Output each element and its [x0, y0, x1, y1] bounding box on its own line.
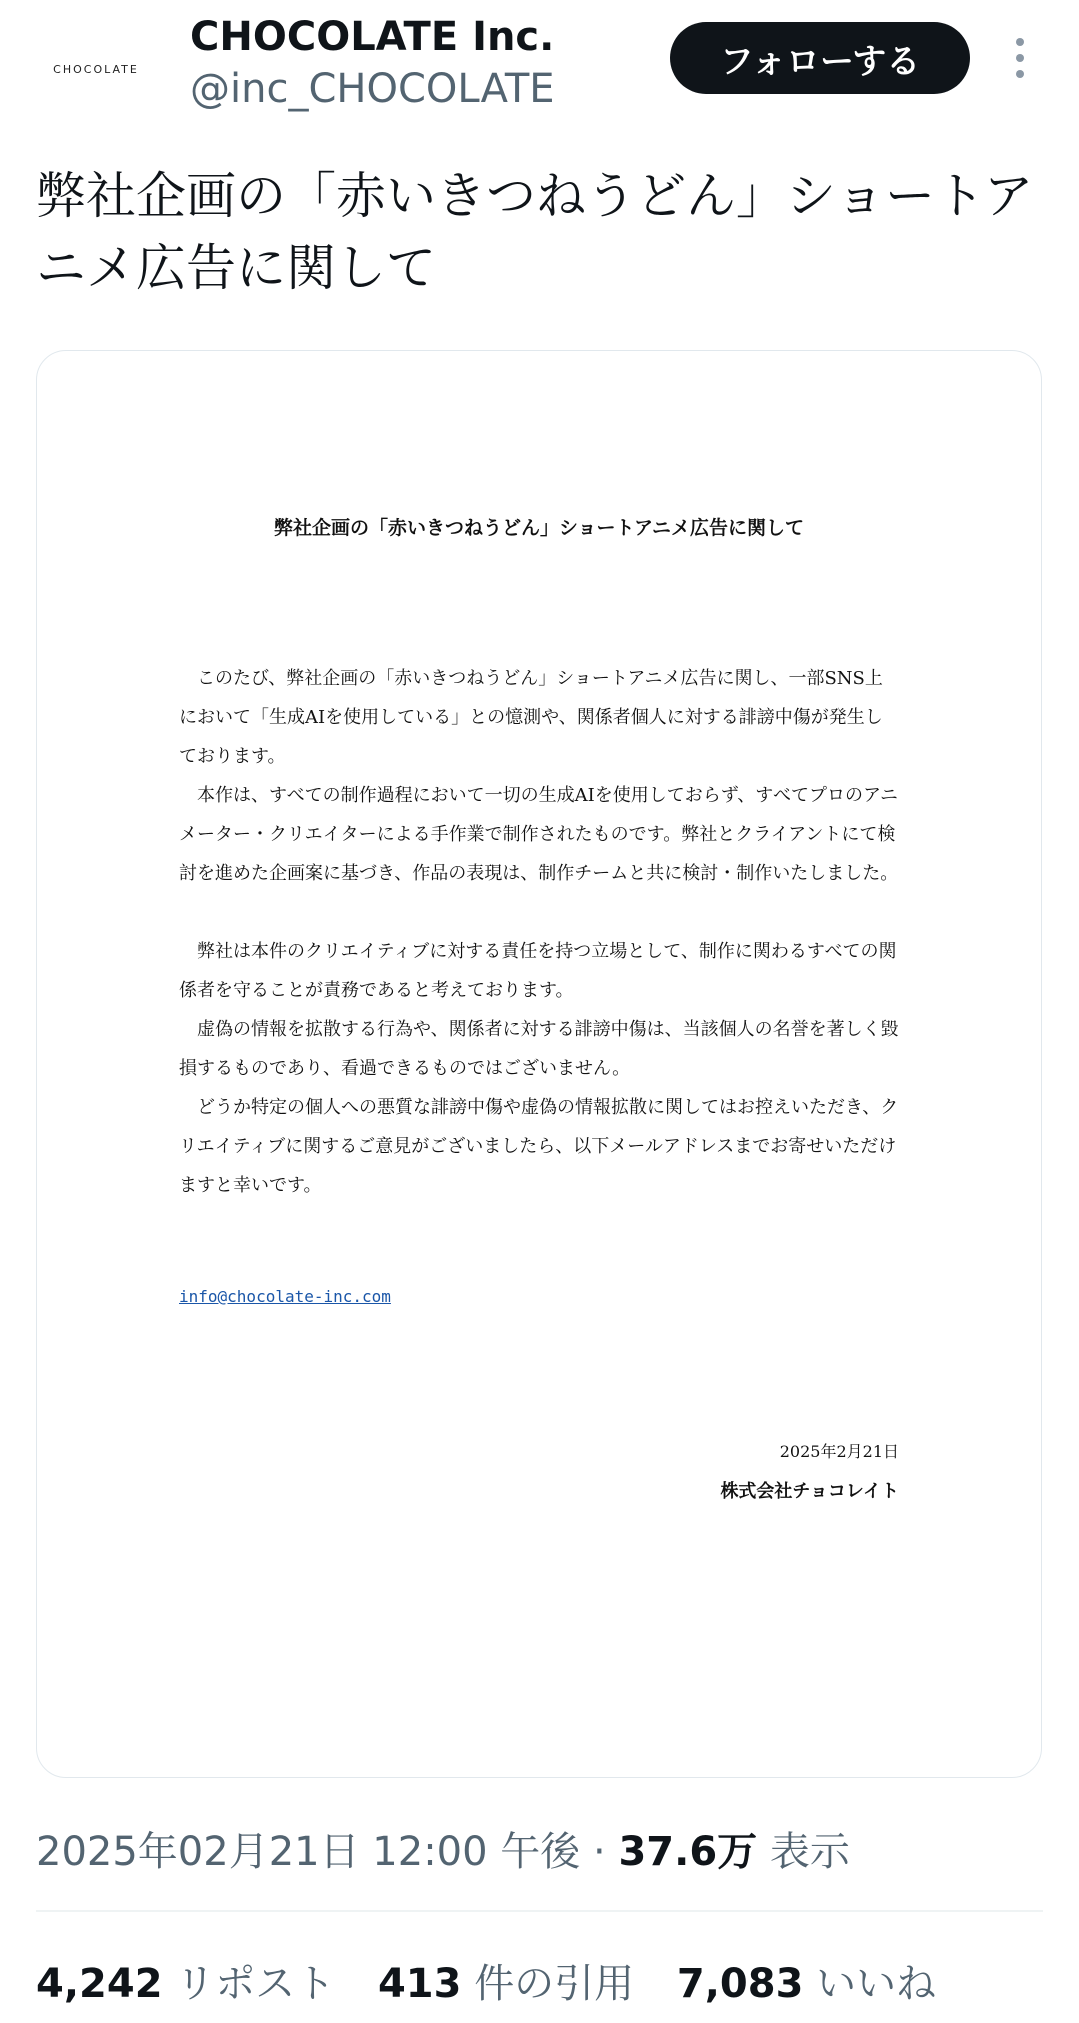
- likes-count: 7,083: [676, 1961, 804, 2007]
- document-paragraph: 弊社は本件のクリエイティブに対する責任を持つ立場として、制作に関わるすべての関係者を守ることが責務であると考えております。: [179, 941, 897, 1001]
- views-label: 表示: [769, 1829, 850, 1875]
- divider: [36, 1910, 1043, 1912]
- document-paragraph: 本作は、すべての制作過程において一切の生成AIを使用しておらず、すべてプロのアニメーター・クリエイターによる手作業で制作されたものです。弊社とクライアントにて検討を進めた企画案に基づき、作品の表現は、制作チームと共に検討・制作いたしました。: [179, 785, 899, 884]
- display-name[interactable]: CHOCOLATE Inc.: [190, 14, 555, 60]
- reposts-label: リポスト: [175, 1961, 336, 2007]
- likes-label: いいね: [816, 1961, 937, 2007]
- post-header: [0, 0, 1079, 130]
- meta-separator: ·: [593, 1829, 606, 1875]
- post-text: 弊社企画の「赤いきつねうどん」ショートアニメ広告に関して: [36, 167, 1034, 297]
- user-handle[interactable]: @inc_CHOCOLATE: [190, 66, 555, 112]
- likes-stat[interactable]: [677, 1961, 936, 2007]
- avatar[interactable]: CHOCOLATE: [53, 62, 139, 76]
- announcement-document: [37, 351, 1041, 1777]
- engagement-stats: [36, 1952, 966, 2009]
- more-dot: [1016, 54, 1024, 62]
- more-options-icon[interactable]: [1010, 38, 1030, 78]
- more-dot: [1016, 38, 1024, 46]
- document-paragraph: このたび、弊社企画の「赤いきつねうどん」ショートアニメ広告に関し、一部SNS上において「生成AIを使用している」との憶測や、関係者個人に対する誹謗中傷が発生しております。: [179, 668, 883, 767]
- post-image[interactable]: [36, 350, 1042, 1778]
- document-title: 弊社企画の「赤いきつねうどん」ショートアニメ広告に関して: [273, 517, 805, 539]
- quotes-stat[interactable]: [378, 1961, 634, 2007]
- document-date: 2025年2月21日: [779, 1442, 899, 1461]
- document-paragraph: どうか特定の個人への悪質な誹謗中傷や虚偽の情報拡散に関してはお控えいただき、クリエイティブに関するご意見がございましたら、以下メールアドレスまでお寄せいただけますと幸いです。: [179, 1097, 899, 1196]
- post-meta: [36, 1820, 850, 1877]
- document-paragraph: 虚偽の情報を拡散する行為や、関係者に対する誹謗中傷は、当該個人の名誉を著しく毀損するものであり、看過できるものではございません。: [179, 1019, 899, 1079]
- more-dot: [1016, 70, 1024, 78]
- document-company: 株式会社チョコレイト: [720, 1481, 899, 1502]
- document-body: [179, 659, 899, 1205]
- views-count: 37.6万: [618, 1829, 758, 1875]
- post-timestamp[interactable]: 2025年02月21日 12:00 午後: [36, 1829, 581, 1875]
- reposts-stat[interactable]: [36, 1961, 335, 2007]
- reposts-count: 4,242: [36, 1961, 163, 2007]
- quotes-count: 413: [377, 1961, 462, 2007]
- quotes-label: 件の引用: [474, 1961, 635, 2007]
- document-email: info@chocolate-inc.com: [179, 1287, 391, 1306]
- follow-button[interactable]: フォローする: [670, 22, 970, 94]
